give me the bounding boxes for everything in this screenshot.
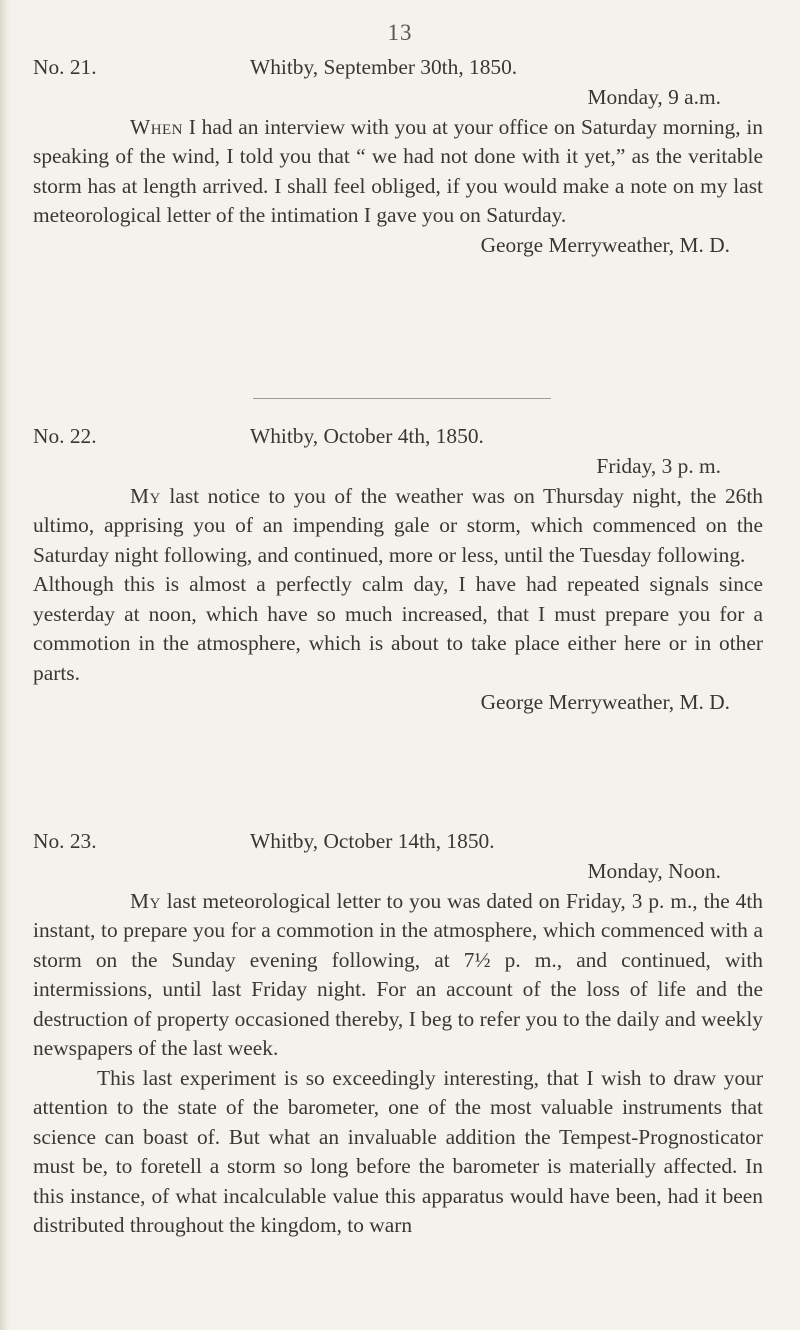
letter-paragraph — [33, 482, 763, 571]
letter-time: Friday, 3 p. m. — [596, 454, 721, 478]
letter-time: Monday, Noon. — [587, 859, 721, 883]
letter-paragraph — [33, 570, 763, 688]
paragraph-text: I had an interview with you at your office on Saturday morning, in speaking of the wind, I told you that “ we had not done with it yet,” as the veritable storm has at length arrived. I shall feel obliged, if you would make a note on my last meteorological letter of the intimation I gave you on Saturday. — [33, 114, 763, 227]
letter-21 — [33, 53, 763, 260]
letter-signature: George Merryweather, M. D. — [480, 690, 730, 714]
letter-signature: George Merryweather, M. D. — [480, 232, 730, 257]
letter-paragraph — [33, 887, 763, 1064]
letter-22 — [33, 422, 763, 718]
letter-heading — [33, 422, 763, 452]
letter-paragraph — [33, 113, 763, 231]
page-number: 13 — [387, 20, 413, 45]
letter-number: No. 23. — [33, 829, 97, 853]
paragraph-lead-word: My — [130, 888, 161, 913]
page-binding-edge — [0, 0, 10, 1330]
letter-time: Monday, 9 a.m. — [587, 85, 721, 109]
paragraph-text: last meteorological letter to you was dated on Friday, 3 p. m., the 4th instant, to prepare you for a commotion in the atmosphere, which commenced with a storm on the Sunday evening following, at 7½ p. m., and continued, with intermissions, until last Friday night. For an account of the loss of life and the destruction of property occasioned thereby, I beg to refer you to the daily and weekly newspapers of the last week. — [33, 888, 763, 1060]
paragraph-lead-word: My — [130, 483, 161, 508]
letter-23 — [33, 827, 763, 1241]
section-divider — [253, 398, 551, 399]
letter-paragraph — [33, 1064, 763, 1241]
letter-heading — [33, 53, 763, 83]
paragraph-lead-word: When — [130, 114, 184, 139]
letter-number: No. 21. — [33, 55, 97, 79]
paragraph-text: last notice to you of the weather was on Thursday night, the 26th ultimo, apprising you of an impending gale or storm, which commenced on the Saturday night following, and continued, more or less, until the Tuesday following. — [33, 483, 763, 567]
letter-place-date: Whitby, October 4th, 1850. — [250, 424, 484, 448]
letter-number: No. 22. — [33, 424, 97, 448]
paragraph-text: This last experiment is so exceedingly interesting, that I wish to draw your attention to the state of the barometer, one of the most valuable instruments that science can boast of. But what an invaluable addition the Tempest-Prognosticator must be, to foretell a storm so long before the barometer is materially affected. In this instance, of what incalculable value this apparatus would have been, had it been distributed throughout the kingdom, to warn — [33, 1065, 763, 1237]
letter-place-date: Whitby, September 30th, 1850. — [250, 55, 518, 79]
letter-place-date: Whitby, October 14th, 1850. — [250, 829, 495, 853]
letter-heading — [33, 827, 763, 857]
paragraph-text: Although this is almost a perfectly calm day, I have had repeated signals since yesterday at noon, which have so much increased, that I must prepare you for a commotion in the atmosphere, which is about to take place either here or in other parts. — [33, 572, 763, 685]
